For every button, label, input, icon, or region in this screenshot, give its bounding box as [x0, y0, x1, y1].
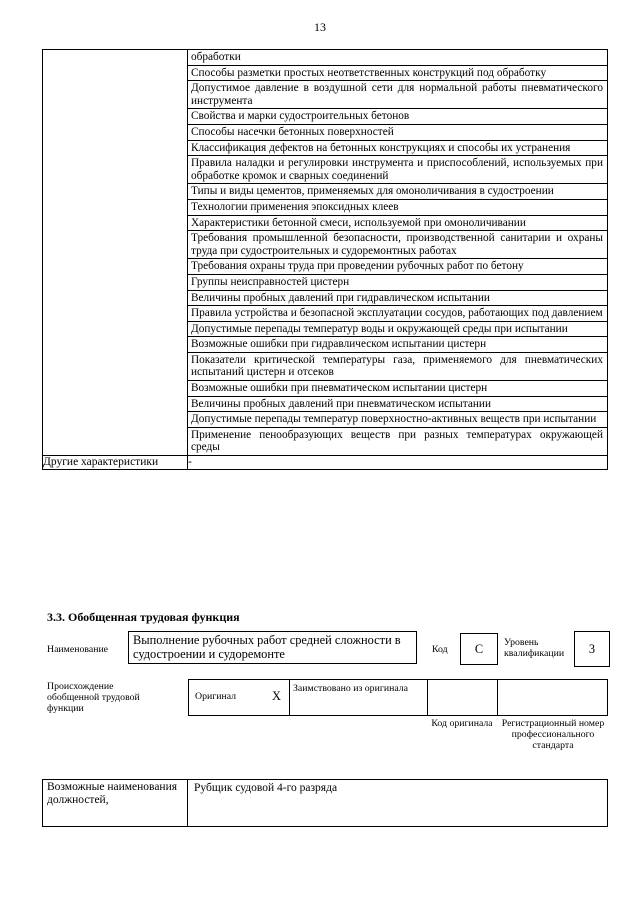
borrowed-label: Заимствовано из оригинала — [293, 683, 408, 694]
original-label: Оригинал — [195, 691, 237, 702]
requirement-item: Способы насечки бетонных поверхностей — [188, 125, 607, 141]
other-characteristics-label: Другие характеристики — [43, 456, 188, 470]
registration-number-caption: Регистрационный номер профессионального стандарта — [501, 718, 605, 751]
requirement-item: Типы и виды цементов, применяемых для омоноличивания в судостроении — [188, 184, 607, 200]
other-characteristics-value: - — [188, 456, 608, 470]
requirement-item: Допустимые перепады температур воды и окружающей среды при испытании — [188, 322, 607, 338]
requirement-item: Правила наладки и регулировки инструмента и приспособлений, используемых при обработке кромок и сварных соединений — [188, 156, 607, 184]
name-label: Наименование — [47, 644, 109, 655]
original-code-cell — [427, 679, 498, 716]
requirement-item: Возможные ошибки при пневматическом испытании цистерн — [188, 381, 607, 397]
positions-value: Рубщик судовой 4-го разряда — [188, 780, 608, 827]
requirement-item: Допустимое давление в воздушной сети для нормальной работы пневматического инструмента — [188, 81, 607, 109]
positions-table — [42, 779, 608, 827]
original-code-caption: Код оригинала — [431, 718, 493, 729]
requirement-item: Технологии применения эпоксидных клеев — [188, 200, 607, 216]
function-name-box: Выполнение рубочных работ средней сложности в судостроении и судоремонте — [128, 631, 417, 664]
requirement-item: Применение пенообразующих веществ при разных температурах окружающей среды — [191, 428, 603, 454]
original-mark: X — [272, 689, 281, 703]
origin-row — [188, 679, 608, 716]
requirement-item: Правила устройства и безопасной эксплуатации сосудов, работающих под давлением — [188, 306, 607, 322]
requirement-item: Показатели критической температуры газа, применяемого для пневматических испытаний цистерн и отсеков — [188, 353, 607, 381]
positions-label: Возможные наименования должностей, — [43, 780, 188, 827]
requirement-item: Величины пробных давлений при гидравлическом испытании — [188, 291, 607, 307]
requirement-item: Величины пробных давлений при пневматическом испытании — [188, 397, 607, 413]
requirement-item: Классификация дефектов на бетонных конструкциях и способы их устранения — [188, 141, 607, 157]
code-box: C — [460, 633, 498, 665]
requirement-item: Характеристики бетонной смеси, используемой при омоноличивании — [188, 216, 607, 232]
page-number: 13 — [314, 20, 326, 34]
level-label: Уровень квалификации — [504, 637, 565, 659]
requirements-table — [42, 49, 608, 470]
borrowed-cell — [289, 679, 428, 716]
section-title: 3.3. Обобщенная трудовая функция — [47, 610, 240, 624]
origin-label: Происхождение обобщенной трудовой функции — [47, 681, 140, 714]
requirement-item: Группы неисправностей цистерн — [188, 275, 607, 291]
requirement-item: Способы разметки простых неответственных конструкций под обработку — [188, 66, 607, 82]
level-box: 3 — [574, 631, 610, 667]
requirement-item: Требования промышленной безопасности, производственной санитарии и охраны труда при судостроительных и судоремонтных работах — [188, 231, 607, 259]
requirement-item: Допустимые перепады температур поверхностно-активных веществ при испытании — [188, 412, 607, 428]
original-cell — [188, 679, 290, 716]
requirement-item: Требования охраны труда при проведении рубочных работ по бетону — [188, 259, 607, 275]
requirements-list — [188, 50, 608, 456]
requirement-item: обработки — [188, 50, 607, 66]
code-label: Код — [432, 644, 448, 655]
requirement-item: Свойства и марки судостроительных бетонов — [188, 109, 607, 125]
requirement-item: Возможные ошибки при гидравлическом испытании цистерн — [188, 337, 607, 353]
requirements-label-cell — [43, 50, 188, 456]
registration-number-cell — [497, 679, 608, 716]
